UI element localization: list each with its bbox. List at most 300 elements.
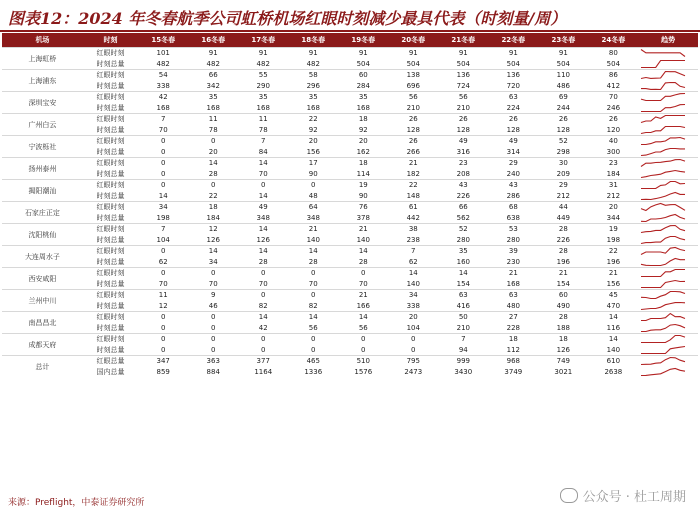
value-cell: 0	[160, 169, 166, 178]
value-cell: 91	[538, 48, 588, 59]
trend-sparkline	[638, 202, 688, 212]
value-cell: 504	[456, 59, 470, 68]
trend-cell	[638, 81, 698, 92]
column-header: 16冬春	[188, 33, 238, 48]
table-row	[2, 136, 698, 147]
value-cell: 504	[606, 59, 621, 68]
column-header: 21冬春	[438, 33, 488, 48]
value-cell: 504	[406, 59, 420, 68]
value-cell: 156	[306, 147, 320, 156]
airport-name: 西安咸阳	[2, 268, 83, 290]
value-cell: 140	[606, 345, 621, 354]
value-cell: 82	[258, 301, 268, 310]
trend-cell	[638, 180, 698, 191]
value-cell: 86	[588, 70, 638, 81]
value-cell: 0	[160, 323, 166, 332]
value-cell: 90	[308, 169, 318, 178]
value-cell: 2473	[404, 367, 423, 376]
metric-label: 红眼总量	[83, 356, 138, 367]
value-cell: 0	[160, 147, 166, 156]
value-cell: 7	[388, 246, 438, 257]
value-cell: 148	[406, 191, 420, 200]
column-header: 22冬春	[488, 33, 538, 48]
value-cell: 110	[538, 70, 588, 81]
value-cell: 316	[456, 147, 470, 156]
value-cell: 78	[258, 125, 268, 134]
trend-line	[641, 358, 685, 365]
value-cell: 314	[506, 147, 520, 156]
value-cell: 465	[288, 356, 338, 367]
column-header: 趋势	[638, 33, 698, 48]
value-cell: 0	[288, 180, 338, 191]
value-cell: 14	[258, 191, 268, 200]
column-header: 20冬春	[388, 33, 438, 48]
trend-line	[641, 214, 685, 221]
value-cell: 20	[388, 312, 438, 323]
value-cell: 0	[338, 334, 388, 345]
value-cell: 56	[438, 92, 488, 103]
value-cell: 968	[488, 356, 538, 367]
value-cell: 21	[538, 268, 588, 279]
trend-line	[641, 324, 685, 331]
value-cell: 610	[588, 356, 638, 367]
airport-name: 扬州泰州	[2, 158, 83, 180]
value-cell: 48	[308, 191, 318, 200]
value-cell: 209	[556, 169, 571, 178]
metric-label: 时刻总量	[96, 59, 125, 68]
value-cell: 300	[606, 147, 621, 156]
metric-label: 红眼时刻	[83, 92, 138, 103]
airport-name: 兰州中川	[2, 290, 83, 312]
metric-label: 时刻总量	[96, 147, 125, 156]
trend-sparkline	[638, 213, 688, 223]
value-cell: 0	[138, 268, 188, 279]
metric-label: 时刻总量	[96, 191, 125, 200]
table-row	[2, 257, 698, 268]
trend-line	[641, 72, 685, 79]
trend-line	[641, 226, 685, 233]
table-row	[2, 169, 698, 180]
value-cell: 70	[258, 169, 268, 178]
table-row	[2, 202, 698, 213]
table-row	[2, 81, 698, 92]
trend-sparkline	[638, 191, 688, 201]
value-cell: 21	[338, 290, 388, 301]
value-cell: 34	[388, 290, 438, 301]
value-cell: 78	[208, 125, 218, 134]
value-cell: 91	[488, 48, 538, 59]
value-cell: 63	[488, 92, 538, 103]
trend-sparkline	[638, 59, 688, 69]
value-cell: 28	[208, 169, 218, 178]
value-cell: 504	[556, 59, 571, 68]
trend-line	[641, 280, 685, 287]
source-note: 来源：Preflight，中泰证券研究所	[8, 498, 145, 508]
trend-line	[641, 60, 685, 67]
value-cell: 196	[606, 257, 621, 266]
trend-cell	[638, 48, 698, 59]
value-cell: 28	[308, 257, 318, 266]
table-row	[2, 290, 698, 301]
value-cell: 154	[456, 279, 470, 288]
table-row	[2, 213, 698, 224]
metric-label: 时刻总量	[96, 125, 125, 134]
value-cell: 0	[210, 345, 216, 354]
value-cell: 35	[438, 246, 488, 257]
value-cell: 120	[606, 125, 621, 134]
value-cell: 21	[488, 268, 538, 279]
value-cell: 9	[188, 290, 238, 301]
trend-line	[641, 236, 685, 243]
table-row	[2, 224, 698, 235]
value-cell: 377	[238, 356, 288, 367]
value-cell: 2638	[604, 367, 623, 376]
trend-cell	[638, 290, 698, 301]
value-cell: 7	[438, 334, 488, 345]
value-cell: 14	[588, 334, 638, 345]
value-cell: 184	[606, 169, 621, 178]
value-cell: 156	[606, 279, 621, 288]
trend-cell	[638, 312, 698, 323]
trend-cell	[638, 356, 698, 367]
value-cell: 70	[358, 279, 368, 288]
column-header: 17冬春	[238, 33, 288, 48]
trend-sparkline	[638, 257, 688, 267]
table-row	[2, 246, 698, 257]
value-cell: 140	[356, 235, 370, 244]
value-cell: 101	[138, 48, 188, 59]
trend-line	[641, 94, 685, 101]
value-cell: 23	[438, 158, 488, 169]
value-cell: 238	[406, 235, 420, 244]
value-cell: 338	[156, 81, 170, 90]
metric-label: 红眼时刻	[83, 312, 138, 323]
value-cell: 168	[306, 103, 320, 112]
value-cell: 348	[256, 213, 270, 222]
value-cell: 128	[456, 125, 470, 134]
value-cell: 363	[188, 356, 238, 367]
value-cell: 46	[208, 301, 218, 310]
trend-line	[641, 170, 685, 177]
trend-sparkline	[638, 81, 688, 91]
trend-cell	[638, 257, 698, 268]
airport-name: 上海虹桥	[2, 48, 83, 70]
trend-line	[641, 104, 685, 111]
value-cell: 286	[506, 191, 520, 200]
value-cell: 378	[356, 213, 370, 222]
value-cell: 126	[256, 235, 270, 244]
value-cell: 162	[356, 147, 370, 156]
value-cell: 14	[588, 312, 638, 323]
value-cell: 54	[138, 70, 188, 81]
trend-cell	[638, 235, 698, 246]
watermark	[560, 486, 686, 505]
value-cell: 138	[388, 70, 438, 81]
trend-sparkline	[638, 169, 688, 179]
airport-name: 成都天府	[2, 334, 83, 356]
value-cell: 154	[556, 279, 571, 288]
trend-cell	[638, 114, 698, 125]
trend-cell	[638, 59, 698, 70]
value-cell: 70	[308, 279, 318, 288]
value-cell: 43	[438, 180, 488, 191]
table-row	[2, 323, 698, 334]
trend-sparkline	[638, 136, 688, 146]
value-cell: 22	[388, 180, 438, 191]
value-cell: 49	[438, 136, 488, 147]
value-cell: 0	[138, 246, 188, 257]
value-cell: 344	[606, 213, 621, 222]
value-cell: 11	[238, 114, 288, 125]
table-header-row	[2, 33, 698, 48]
value-cell: 11	[138, 290, 188, 301]
table-row	[2, 114, 698, 125]
table-row	[2, 92, 698, 103]
value-cell: 280	[456, 235, 470, 244]
trend-sparkline	[638, 48, 688, 58]
value-cell: 60	[338, 70, 388, 81]
metric-label: 时刻总量	[96, 169, 125, 178]
value-cell: 0	[288, 334, 338, 345]
trend-sparkline	[638, 301, 688, 311]
table-row	[2, 356, 698, 367]
value-cell: 80	[588, 48, 638, 59]
value-cell: 14	[158, 191, 168, 200]
table-row	[2, 103, 698, 114]
value-cell: 69	[538, 92, 588, 103]
value-cell: 482	[306, 59, 320, 68]
value-cell: 19	[588, 224, 638, 235]
value-cell: 35	[238, 92, 288, 103]
value-cell: 7	[138, 224, 188, 235]
value-cell: 64	[288, 202, 338, 213]
value-cell: 18	[338, 158, 388, 169]
value-cell: 61	[388, 202, 438, 213]
trend-sparkline	[638, 147, 688, 157]
trend-cell	[638, 334, 698, 345]
value-cell: 7	[238, 136, 288, 147]
value-cell: 14	[388, 268, 438, 279]
trend-line	[641, 192, 685, 199]
value-cell: 40	[588, 136, 638, 147]
value-cell: 412	[606, 81, 621, 90]
trend-cell	[638, 301, 698, 312]
airport-name: 深圳宝安	[2, 92, 83, 114]
trend-sparkline	[638, 356, 688, 366]
value-cell: 168	[256, 103, 270, 112]
value-cell: 0	[288, 290, 338, 301]
trend-cell	[638, 279, 698, 290]
value-cell: 20	[288, 136, 338, 147]
value-cell: 14	[338, 246, 388, 257]
value-cell: 14	[238, 224, 288, 235]
table-row	[2, 334, 698, 345]
value-cell: 84	[258, 147, 268, 156]
value-cell: 18	[488, 334, 538, 345]
value-cell: 52	[538, 136, 588, 147]
value-cell: 49	[488, 136, 538, 147]
metric-label: 时刻总量	[96, 257, 125, 266]
value-cell: 510	[338, 356, 388, 367]
value-cell: 3021	[554, 367, 573, 376]
table-row	[2, 191, 698, 202]
airport-name: 沈阳桃仙	[2, 224, 83, 246]
value-cell: 859	[156, 367, 170, 376]
value-cell: 0	[138, 136, 188, 147]
airport-name: 广州白云	[2, 114, 83, 136]
value-cell: 14	[188, 246, 238, 257]
table-row	[2, 59, 698, 70]
trend-sparkline	[638, 103, 688, 113]
trend-line	[641, 182, 685, 189]
value-cell: 14	[188, 158, 238, 169]
value-cell: 0	[261, 345, 266, 354]
value-cell: 70	[158, 279, 168, 288]
value-cell: 226	[556, 235, 571, 244]
table-row	[2, 301, 698, 312]
value-cell: 884	[206, 367, 220, 376]
trend-sparkline	[638, 268, 688, 278]
value-cell: 44	[538, 202, 588, 213]
value-cell: 482	[156, 59, 170, 68]
table-row	[2, 158, 698, 169]
value-cell: 66	[188, 70, 238, 81]
airport-name: 上海浦东	[2, 70, 83, 92]
trend-cell	[638, 136, 698, 147]
airport-name: 石家庄正定	[2, 202, 83, 224]
trend-line	[641, 346, 685, 353]
value-cell: 0	[188, 180, 238, 191]
value-cell: 18	[188, 202, 238, 213]
value-cell: 35	[188, 92, 238, 103]
value-cell: 52	[438, 224, 488, 235]
value-cell: 562	[456, 213, 470, 222]
metric-label: 时刻总量	[96, 81, 125, 90]
wechat-icon	[560, 488, 578, 503]
trend-cell	[638, 224, 698, 235]
value-cell: 240	[506, 169, 520, 178]
value-cell: 20	[588, 202, 638, 213]
value-cell: 56	[388, 92, 438, 103]
trend-sparkline	[638, 125, 688, 135]
metric-label: 红眼时刻	[83, 180, 138, 191]
value-cell: 20	[208, 147, 218, 156]
trend-line	[641, 148, 685, 155]
value-cell: 12	[188, 224, 238, 235]
value-cell: 62	[158, 257, 168, 266]
trend-line	[641, 160, 685, 167]
metric-label: 红眼时刻	[83, 268, 138, 279]
metric-label: 时刻总量	[96, 279, 125, 288]
value-cell: 53	[488, 224, 538, 235]
value-cell: 60	[538, 290, 588, 301]
value-cell: 290	[256, 81, 270, 90]
trend-line	[641, 258, 685, 265]
value-cell: 0	[188, 268, 238, 279]
value-cell: 35	[288, 92, 338, 103]
trend-cell	[638, 92, 698, 103]
value-cell: 70	[258, 279, 268, 288]
title-underline	[0, 30, 700, 32]
trend-line	[641, 314, 685, 321]
column-header: 24冬春	[588, 33, 638, 48]
value-cell: 442	[406, 213, 420, 222]
trend-line	[641, 204, 685, 211]
column-header: 18冬春	[288, 33, 338, 48]
value-cell: 210	[456, 323, 470, 332]
airport-name: 总计	[2, 356, 83, 378]
value-cell: 1164	[254, 367, 273, 376]
value-cell: 160	[456, 257, 470, 266]
trend-sparkline	[638, 334, 688, 344]
value-cell: 196	[556, 257, 571, 266]
value-cell: 140	[406, 279, 420, 288]
value-cell: 3749	[504, 367, 523, 376]
value-cell: 29	[538, 180, 588, 191]
trend-sparkline	[638, 235, 688, 245]
value-cell: 210	[456, 103, 470, 112]
value-cell: 26	[588, 114, 638, 125]
value-cell: 58	[288, 70, 338, 81]
value-cell: 168	[506, 279, 520, 288]
value-cell: 126	[206, 235, 220, 244]
metric-label: 时刻总量	[96, 301, 125, 310]
value-cell: 18	[538, 334, 588, 345]
value-cell: 94	[458, 345, 468, 354]
airport-slot-table	[2, 33, 698, 377]
metric-label: 红眼时刻	[83, 70, 138, 81]
value-cell: 140	[306, 235, 320, 244]
value-cell: 0	[288, 268, 338, 279]
value-cell: 116	[606, 323, 621, 332]
trend-sparkline	[638, 290, 688, 300]
value-cell: 0	[138, 312, 188, 323]
value-cell: 490	[556, 301, 571, 310]
value-cell: 63	[438, 290, 488, 301]
value-cell: 136	[488, 70, 538, 81]
value-cell: 22	[208, 191, 218, 200]
trend-sparkline	[638, 345, 688, 355]
value-cell: 14	[238, 158, 288, 169]
value-cell: 3430	[454, 367, 473, 376]
trend-sparkline	[638, 279, 688, 289]
trend-cell	[638, 147, 698, 158]
value-cell: 45	[588, 290, 638, 301]
value-cell: 244	[556, 103, 571, 112]
value-cell: 35	[338, 92, 388, 103]
metric-label: 时刻总量	[96, 345, 125, 354]
value-cell: 128	[406, 125, 420, 134]
value-cell: 0	[188, 136, 238, 147]
value-cell: 166	[356, 301, 370, 310]
metric-label: 红眼时刻	[83, 246, 138, 257]
value-cell: 18	[338, 114, 388, 125]
value-cell: 34	[138, 202, 188, 213]
trend-line	[641, 368, 685, 375]
trend-cell	[638, 191, 698, 202]
value-cell: 68	[488, 202, 538, 213]
value-cell: 228	[506, 323, 520, 332]
trend-cell	[638, 323, 698, 334]
value-cell: 1336	[304, 367, 323, 376]
value-cell: 482	[256, 59, 270, 68]
value-cell: 28	[358, 257, 368, 266]
value-cell: 296	[306, 81, 320, 90]
trend-line	[641, 292, 685, 299]
value-cell: 0	[188, 312, 238, 323]
table-row	[2, 48, 698, 59]
value-cell: 0	[138, 180, 188, 191]
